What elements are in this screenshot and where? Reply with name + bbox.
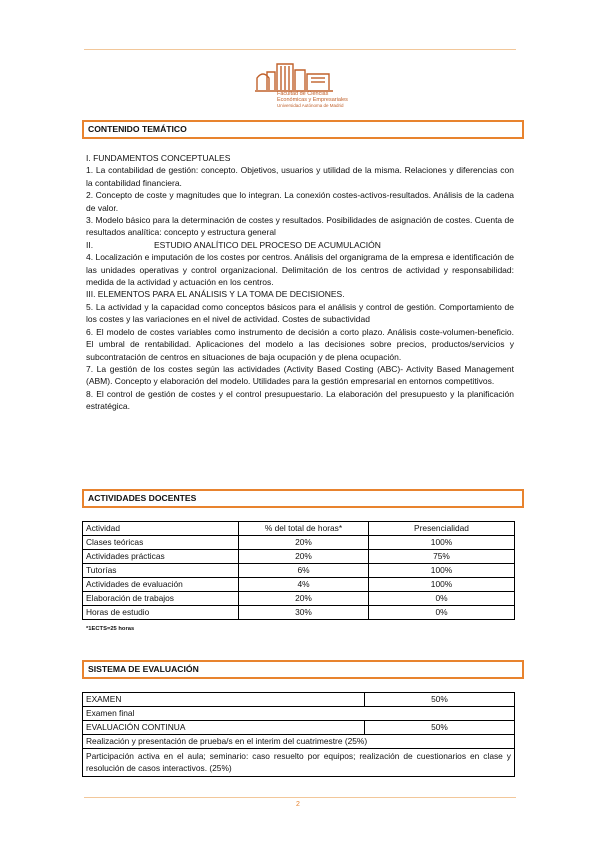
table-header-cell: Actividad [83, 522, 239, 536]
logo-line-2: Económicas y Empresariales [277, 97, 348, 103]
table-cell: 0% [369, 606, 515, 620]
table-cell: 20% [239, 550, 369, 564]
contenido-line: 2. Concepto de coste y magnitudes que lo integran. La conexión costes-activos-resultados. Análisis de la cadena de valor. [86, 190, 514, 213]
contenido-heading: CONTENIDO TEMÁTICO [82, 120, 524, 139]
table-row [83, 550, 515, 564]
examen-final: Examen final [83, 707, 515, 721]
header-rule [84, 49, 516, 50]
table-cell: Clases teóricas [83, 536, 239, 550]
table-row [83, 707, 515, 721]
contenido-body [86, 152, 514, 413]
section-2-title: ESTUDIO ANALÍTICO DEL PROCESO DE ACUMULACIÓN [154, 239, 381, 250]
contenido-line: III. ELEMENTOS PARA EL ANÁLISIS Y LA TOMA DE DECISIONES. [86, 289, 345, 300]
examen-value: 50% [365, 693, 515, 707]
contenido-line: 7. La gestión de los costes según las actividades (Activity Based Costing (ABC)- Activity Based Management (ABM). Concepto y elaboración del modelo. Utilidades para la gestión empresarial en entornos competitivos. [86, 363, 514, 387]
table-cell: 20% [239, 592, 369, 606]
actividades-table [82, 521, 515, 620]
table-row [83, 749, 515, 777]
examen-label: EXAMEN [83, 693, 365, 707]
contenido-line: 3. Modelo básico para la determinación de costes y resultados. Posibilidades de asignación de costes. Cuenta de resultados analítica: concepto y estructura general [86, 215, 514, 238]
evaluacion-item: Realización y presentación de prueba/s en el interim del cuatrimestre (25%) [83, 735, 515, 749]
evaluacion-table [82, 692, 515, 777]
table-cell: Elaboración de trabajos [83, 592, 239, 606]
table-cell: 30% [239, 606, 369, 620]
table-cell: 100% [369, 536, 515, 550]
section-2-title-line [86, 239, 514, 251]
contenido-line: 6. El modelo de costes variables como instrumento de decisión a corto plazo. Análisis coste-volumen-beneficio. El umbral de rentabilidad. Aplicaciones del modelo a las decisiones sobre precios, productos/servicios y subcontratación de centros en situaciones de baja ocupación y de plena ocupación. [86, 326, 514, 362]
actividades-heading: ACTIVIDADES DOCENTES [82, 489, 524, 508]
table-cell: Tutorías [83, 564, 239, 578]
table-row [83, 735, 515, 749]
contenido-line: 4. Localización e imputación de los costes por centros. Análisis del organigrama de la empresa e identificación de las unidades operativas y control organizacional. Delimitación de los centros de actividad y responsabilidad: medida de la actividad y actuación en los centros. [86, 252, 514, 288]
contenido-line: I. FUNDAMENTOS CONCEPTUALES [86, 153, 231, 163]
ects-footnote: *1ECTS=25 horas [86, 626, 135, 632]
section-2-number: II. [86, 239, 94, 250]
table-header-cell: Presencialidad [369, 522, 515, 536]
logo-line-3: Universidad Autónoma de Madrid [277, 103, 344, 108]
footer-rule [84, 797, 516, 798]
table-cell: 75% [369, 550, 515, 564]
table-row [83, 578, 515, 592]
table-cell: Actividades prácticas [83, 550, 239, 564]
building-logo-icon [253, 60, 349, 94]
table-row [83, 536, 515, 550]
table-header-cell: % del total de horas* [239, 522, 369, 536]
contenido-line: 5. La actividad y la capacidad como conceptos básicos para el análisis y control de gestión. Comportamiento de los costes y las variaciones en el nivel de actividad. Costes de subactividad [86, 301, 514, 325]
table-cell: 0% [369, 592, 515, 606]
logo-line-1: Facultad de Ciencias [277, 91, 329, 97]
table-row [83, 564, 515, 578]
table-cell: 6% [239, 564, 369, 578]
continua-value: 50% [365, 721, 515, 735]
contenido-line: 8. El control de gestión de costes y el control presupuestario. La elaboración del presupuesto y la planificación estratégica. [86, 388, 514, 412]
table-row [83, 606, 515, 620]
faculty-logo [253, 60, 349, 112]
contenido-line: 1. La contabilidad de gestión: concepto. Objetivos, usuarios y utilidad de la misma. Relaciones y diferencias con la contabilidad financiera. [86, 165, 514, 188]
table-cell: Horas de estudio [83, 606, 239, 620]
evaluacion-heading: SISTEMA DE EVALUACIÓN [82, 660, 524, 679]
table-header-row [83, 522, 515, 536]
table-cell: 100% [369, 564, 515, 578]
table-cell: 100% [369, 578, 515, 592]
table-cell: Actividades de evaluación [83, 578, 239, 592]
table-row [83, 693, 515, 707]
evaluacion-item: Participación activa en el aula; seminario: caso resuelto por equipos; realización de cuestionarios en clase y resolución de casos interactivos. (25%) [83, 749, 515, 777]
table-row [83, 592, 515, 606]
continua-label: EVALUACIÓN CONTINUA [83, 721, 365, 735]
table-cell: 20% [239, 536, 369, 550]
table-cell: 4% [239, 578, 369, 592]
page-number: 2 [296, 801, 300, 808]
table-row [83, 721, 515, 735]
